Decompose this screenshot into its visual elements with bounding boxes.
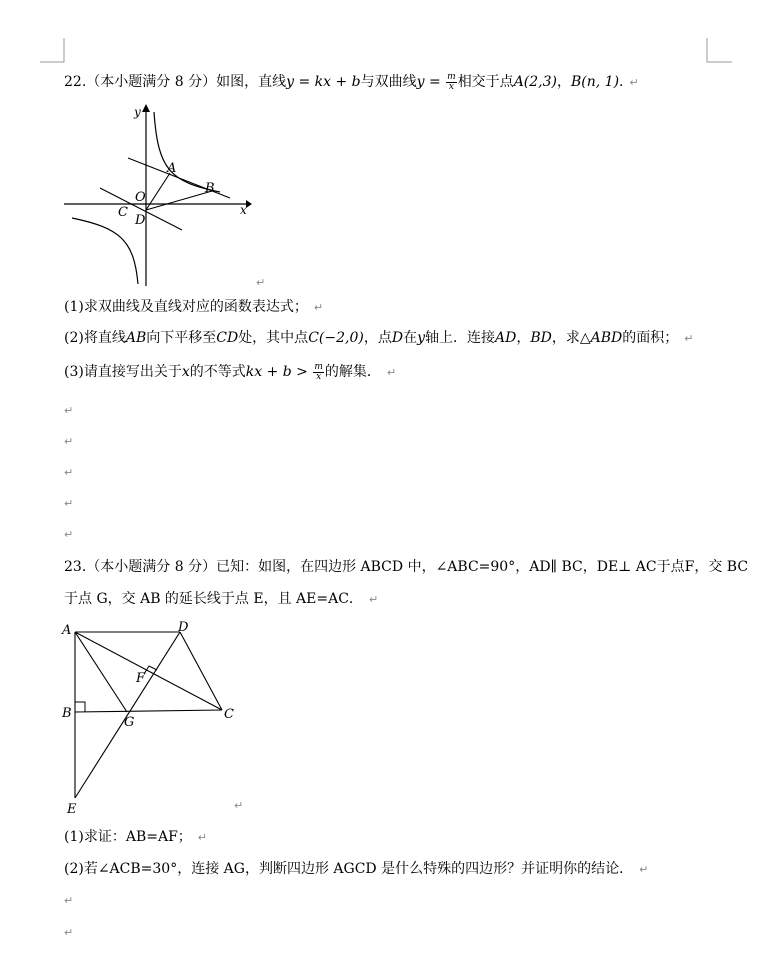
fraction-numerator: m	[447, 71, 456, 82]
point-a: A(2,3)	[513, 74, 557, 90]
q22-part2-text: 的面积；	[622, 330, 679, 346]
empty-paragraph-mark: ↵	[64, 404, 74, 417]
q22-part3-text: 的解集．	[324, 364, 381, 380]
separator: ，	[516, 330, 531, 346]
empty-paragraph-mark: ↵	[64, 926, 74, 939]
q23-stem-line2	[64, 589, 378, 610]
q22-part3-text: 的不等式	[189, 364, 246, 380]
fraction-denominator: x	[448, 81, 454, 92]
q23-stem-line1	[64, 557, 748, 577]
paragraph-mark: ↵	[197, 831, 208, 844]
hyperbola-branch-3	[72, 218, 138, 284]
q22-stem-text: 相交于点	[457, 74, 514, 90]
paragraph-mark: ↵	[368, 593, 379, 606]
q23-part2-text: (2)若∠ACB=30°，连接 AG，判断四边形 AGCD 是什么特殊的四边形？并证明你的结论．	[64, 861, 634, 877]
segment-bc	[75, 710, 222, 712]
label-g: G	[124, 715, 135, 730]
label-d: D	[178, 620, 189, 635]
q22-part2-text: (2)将直线	[64, 330, 126, 346]
label-y: y	[134, 105, 141, 119]
label-x: x	[240, 203, 247, 217]
empty-paragraph-mark: ↵	[64, 894, 74, 907]
segment-ad-label: AD	[494, 330, 517, 346]
paragraph-mark: ↵	[684, 332, 694, 345]
segment-bd-label: BD	[530, 330, 552, 346]
fraction-denominator: x	[316, 371, 322, 382]
label-d: D	[135, 213, 146, 228]
paragraph-mark: ↵	[234, 799, 244, 812]
label-f: F	[136, 671, 146, 686]
q22-part2-text: 向下平移至	[146, 330, 217, 346]
right-angle-mark-b	[75, 702, 85, 712]
label-o: O	[135, 190, 146, 205]
point-c: C(−2,0)	[308, 330, 364, 346]
q22-part2-text: 处，其中点	[238, 330, 309, 346]
q22-part2-text: ，点	[363, 330, 392, 346]
paragraph-mark: ↵	[639, 863, 649, 876]
right-angle-mark-f	[144, 666, 157, 674]
period: .	[619, 74, 624, 90]
q22-part1	[64, 297, 323, 318]
q22-part2-text: ，求△	[551, 330, 591, 346]
q22-stem-text: 22.（本小题满分 8 分）如图，直线	[64, 74, 287, 90]
q23-stem-text: 23.（本小题满分 8 分）已知：如图，在四边形 ABCD 中，∠ABC=90°，AD∥ BC，DE⊥ AC于点F，交 BC	[64, 559, 749, 575]
label-b: B	[62, 706, 72, 721]
x-axis-arrow	[246, 200, 252, 208]
q22-figure	[60, 100, 270, 290]
line-ab-label: AB	[125, 330, 147, 346]
q23-part1	[64, 827, 207, 848]
triangle-abd-label: ABD	[590, 330, 623, 346]
line-equation: y = kx + b	[286, 74, 361, 90]
paragraph-mark: ↵	[313, 301, 324, 314]
paragraph-mark: ↵	[629, 76, 639, 89]
q23-stem-text: 于点 G，交 AB 的延长线于点 E，且 AE=AC．	[64, 591, 363, 607]
q23-part2	[64, 859, 648, 880]
empty-paragraph-mark: ↵	[64, 466, 74, 479]
page-corner-mark-left	[40, 38, 66, 64]
paragraph-mark: ↵	[256, 276, 266, 289]
inequality-fraction	[313, 363, 324, 382]
hyperbola-branch-1	[154, 112, 220, 192]
hyperbola-fraction	[446, 73, 457, 92]
q22-part3-text: (3)请直接写出关于	[64, 364, 182, 380]
segment-ac	[75, 632, 222, 710]
q23-figure	[60, 620, 250, 820]
label-e: E	[67, 802, 77, 817]
y-axis-label: y	[417, 330, 425, 346]
y-axis-arrow	[142, 104, 150, 112]
hyperbola-lhs: y =	[416, 74, 446, 90]
q22-part3	[64, 362, 396, 383]
q22-part1-text: (1)求双曲线及直线对应的函数表达式；	[64, 299, 308, 315]
segment-ag	[75, 632, 127, 712]
q22-stem-text: 与双曲线	[360, 74, 417, 90]
label-a: A	[167, 161, 177, 176]
label-a: A	[62, 623, 72, 638]
line-cd-label: CD	[216, 330, 239, 346]
q22-part2-text: 在	[403, 330, 418, 346]
variable-x: x	[181, 364, 190, 380]
label-c: C	[118, 205, 128, 220]
empty-paragraph-mark: ↵	[64, 497, 74, 510]
q23-part1-text: (1)求证：AB=AF；	[64, 829, 192, 845]
q22-part2	[64, 328, 693, 349]
point-b: B(n, 1)	[571, 74, 620, 90]
empty-paragraph-mark: ↵	[64, 528, 74, 541]
point-d: D	[391, 330, 404, 346]
fraction-numerator: m	[314, 361, 323, 372]
inequality-lhs: kx + b >	[245, 364, 313, 380]
empty-paragraph-mark: ↵	[64, 435, 74, 448]
separator: ，	[557, 74, 571, 90]
paragraph-mark: ↵	[386, 366, 397, 379]
q22-stem	[64, 72, 639, 93]
label-c: C	[224, 707, 234, 722]
page-corner-mark-right	[706, 38, 732, 64]
q22-part2-text: 轴上．连接	[424, 330, 495, 346]
label-b: B	[205, 181, 215, 196]
